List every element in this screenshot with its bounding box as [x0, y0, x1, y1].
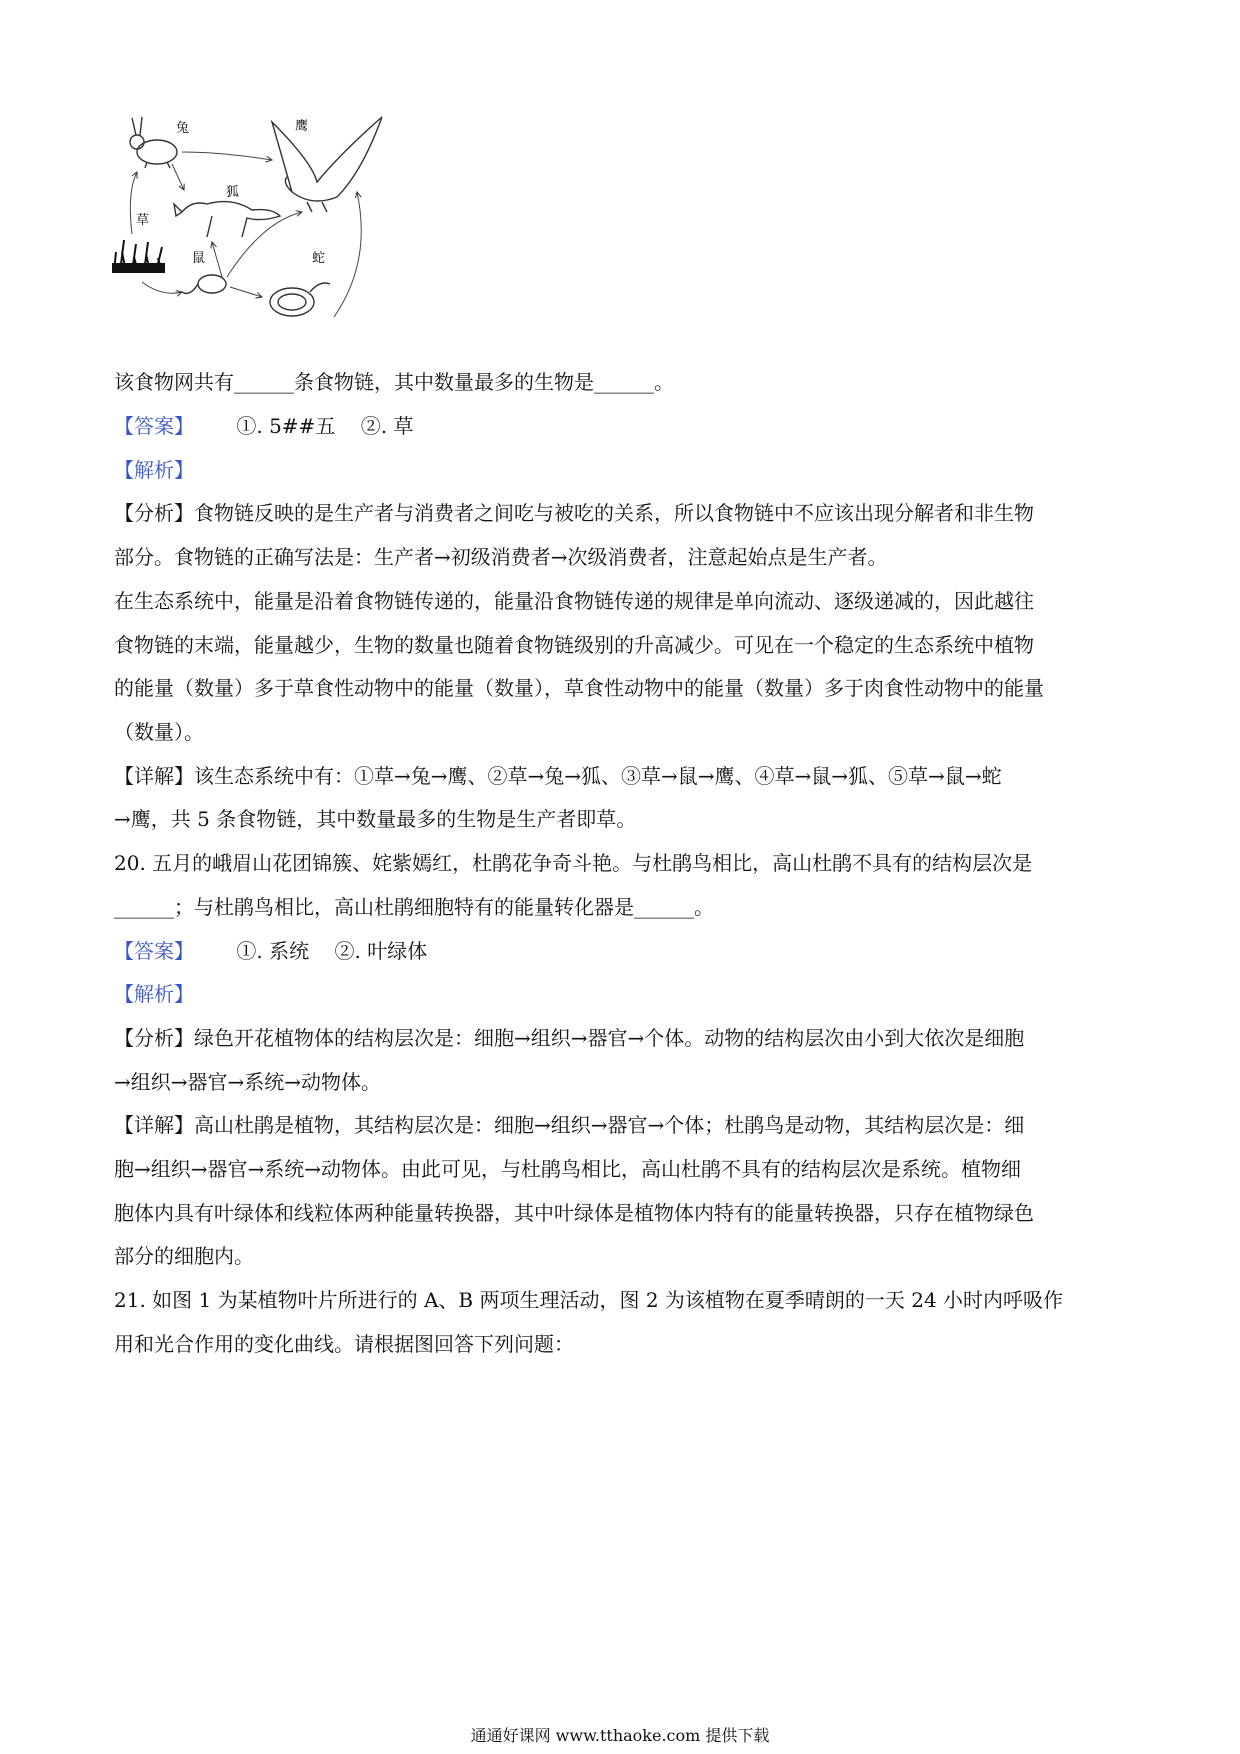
- analysis-paragraph: 部分。食物链的正确写法是：生产者→初级消费者→次级消费者，注意起始点是生产者。: [114, 545, 888, 569]
- eagle-label: 鹰: [295, 119, 309, 134]
- q19-question: 该食物网共有______条食物链，其中数量最多的生物是______。: [114, 370, 674, 394]
- analysis-label: 【解析】: [114, 458, 194, 482]
- food-web-figure: [112, 112, 442, 344]
- analysis-paragraph: 食物链的末端，能量越少，生物的数量也随着食物链级别的升高减少。可见在一个稳定的生态系统中植物: [114, 633, 1034, 657]
- analysis-paragraph: （数量）。: [114, 720, 204, 744]
- fox-icon: [174, 202, 280, 237]
- analysis-paragraph: 【分析】绿色开花植物体的结构层次是：细胞→组织→器官→个体。动物的结构层次由小到大依次是细胞: [114, 1026, 1025, 1050]
- rabbit-label: 兔: [176, 121, 190, 136]
- fox-label: 狐: [226, 185, 240, 200]
- detail-paragraph: 胞体内具有叶绿体和线粒体两种能量转换器，其中叶绿体是植物体内特有的能量转换器，只存在植物绿色: [114, 1201, 1034, 1225]
- eagle-icon: [272, 117, 382, 212]
- rabbit-icon: [130, 117, 177, 168]
- answer-label: 【答案】: [114, 939, 194, 963]
- mouse-icon: [182, 275, 226, 293]
- snake-icon: [270, 283, 330, 316]
- q21-question: 用和光合作用的变化曲线。请根据图回答下列问题：: [114, 1332, 574, 1356]
- snake-label: 蛇: [312, 251, 326, 266]
- detail-paragraph: 胞→组织→器官→系统→动物体。由此可见，与杜鹃鸟相比，高山杜鹃不具有的结构层次是系统。植物细: [114, 1157, 1022, 1181]
- analysis-paragraph: 的能量（数量）多于草食性动物中的能量（数量），草食性动物中的能量（数量）多于肉食性动物中的能量: [114, 676, 1044, 700]
- detail-paragraph: 【详解】高山杜鹃是植物，其结构层次是：细胞→组织→器官→个体；杜鹃鸟是动物，其结构层次是：细: [114, 1113, 1025, 1137]
- detail-paragraph: →鹰，共 5 条食物链，其中数量最多的生物是生产者即草。: [114, 807, 637, 831]
- page-footer: 通通好课网 www.tthaoke.com 提供下载: [470, 1726, 770, 1745]
- answer-label: 【答案】: [114, 414, 194, 438]
- q21-question: 21. 如图 1 为某植物叶片所进行的 A、B 两项生理活动，图 2 为该植物在夏季晴朗的一天 24 小时内呼吸作: [114, 1288, 1064, 1312]
- detail-paragraph: 【详解】该生态系统中有：①草→兔→鹰、②草→兔→狐、③草→鼠→鹰、④草→鼠→狐、⑤草→鼠→蛇: [114, 764, 1002, 788]
- detail-paragraph: 部分的细胞内。: [114, 1244, 254, 1268]
- q20-question: 20. 五月的峨眉山花团锦簇、姹紫嫣红，杜鹃花争奇斗艳。与杜鹃鸟相比，高山杜鹃不具有的结构层次是: [114, 851, 1033, 875]
- analysis-paragraph: 在生态系统中，能量是沿着食物链传递的，能量沿食物链传递的规律是单向流动、逐级递减的，因此越往: [114, 589, 1034, 613]
- q20-question: ______；与杜鹃鸟相比，高山杜鹃细胞特有的能量转化器是______。: [114, 895, 714, 919]
- analysis-paragraph: 【分析】食物链反映的是生产者与消费者之间吃与被吃的关系，所以食物链中不应该出现分解者和非生物: [114, 501, 1034, 525]
- grass-icon: [112, 240, 164, 272]
- food-web-arrows: [130, 152, 361, 317]
- answer-text: ①. 5##五 ②. 草: [236, 414, 414, 438]
- q20-answer: [114, 936, 1126, 966]
- q19-answer: [114, 411, 1126, 441]
- grass-label: 草: [136, 213, 150, 228]
- answer-text: ①. 系统 ②. 叶绿体: [236, 939, 428, 963]
- analysis-label: 【解析】: [114, 982, 194, 1006]
- analysis-paragraph: →组织→器官→系统→动物体。: [114, 1070, 382, 1094]
- mouse-label: 鼠: [192, 251, 206, 266]
